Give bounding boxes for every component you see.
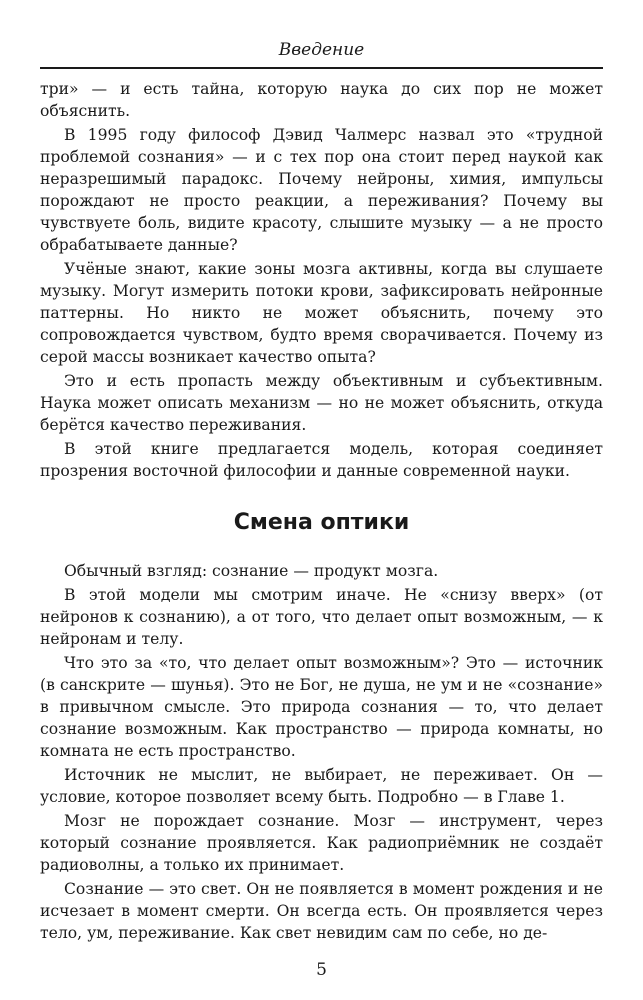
running-head: Введение <box>278 40 365 60</box>
paragraph: Обычный взгляд: сознание — продукт мозга. <box>64 562 439 580</box>
page-number: 5 <box>316 960 327 980</box>
paragraph: Мозг не порождает сознание. Мозг — инструмент, через который сознание проявляется. Как радиоприёмник не создаёт радиоволны, а только их принимает. <box>40 812 603 874</box>
body-text <box>40 78 603 944</box>
paragraph: Это и есть пропасть между объективным и субъективным. Наука может описать механизм — но не может объяснить, откуда берётся качество переживания. <box>40 372 603 434</box>
section-heading: Смена оптики <box>233 510 410 535</box>
paragraph: В 1995 году философ Дэвид Чалмерс назвал это «трудной проблемой сознания» — и с тех пор она стоит перед наукой как неразрешимый парадокс. Почему нейроны, химия, импульсы порождают не просто реакции, а переживания? Почему вы чувствуете боль, видите красоту, слышите музыку — а не просто обрабатываете данные? <box>40 126 603 254</box>
header-rule <box>40 67 603 69</box>
paragraph: В этой модели мы смотрим иначе. Не «снизу вверх» (от нейронов к сознанию), а от того, что делает опыт возможным, — к нейронам и телу. <box>40 586 603 648</box>
paragraph: Сознание — это свет. Он не появляется в момент рождения и не исчезает в момент смерти. Он всегда есть. Он проявляется через тело, ум, переживание. Как свет невидим сам по себе, но де- <box>40 880 603 942</box>
paragraph: В этой книге предлагается модель, которая соединяет прозрения восточной философии и данные современной науки. <box>40 440 603 480</box>
paragraph: Что это за «то, что делает опыт возможным»? Это — источник (в санскрите — шунья). Это не Бог, не душа, не ум и не «сознание» в привычном смысле. Это природа сознания — то, что делает сознание возможным. Как пространство — природа комнаты, но комната не есть пространство. <box>40 654 603 760</box>
paragraph: Учёные знают, какие зоны мозга активны, когда вы слушаете музыку. Могут измерить потоки крови, зафиксировать нейронные паттерны. Но никто не может объяснить, почему это сопровождается чувством, будто время сворачивается. Почему из серой массы возникает качество опыта? <box>40 260 603 366</box>
paragraph: три» — и есть тайна, которую наука до сих пор не может объяснить. <box>40 80 603 120</box>
paragraph: Источник не мыслит, не выбирает, не переживает. Он — условие, которое позволяет всему быть. Подробно — в Главе 1. <box>40 766 603 806</box>
